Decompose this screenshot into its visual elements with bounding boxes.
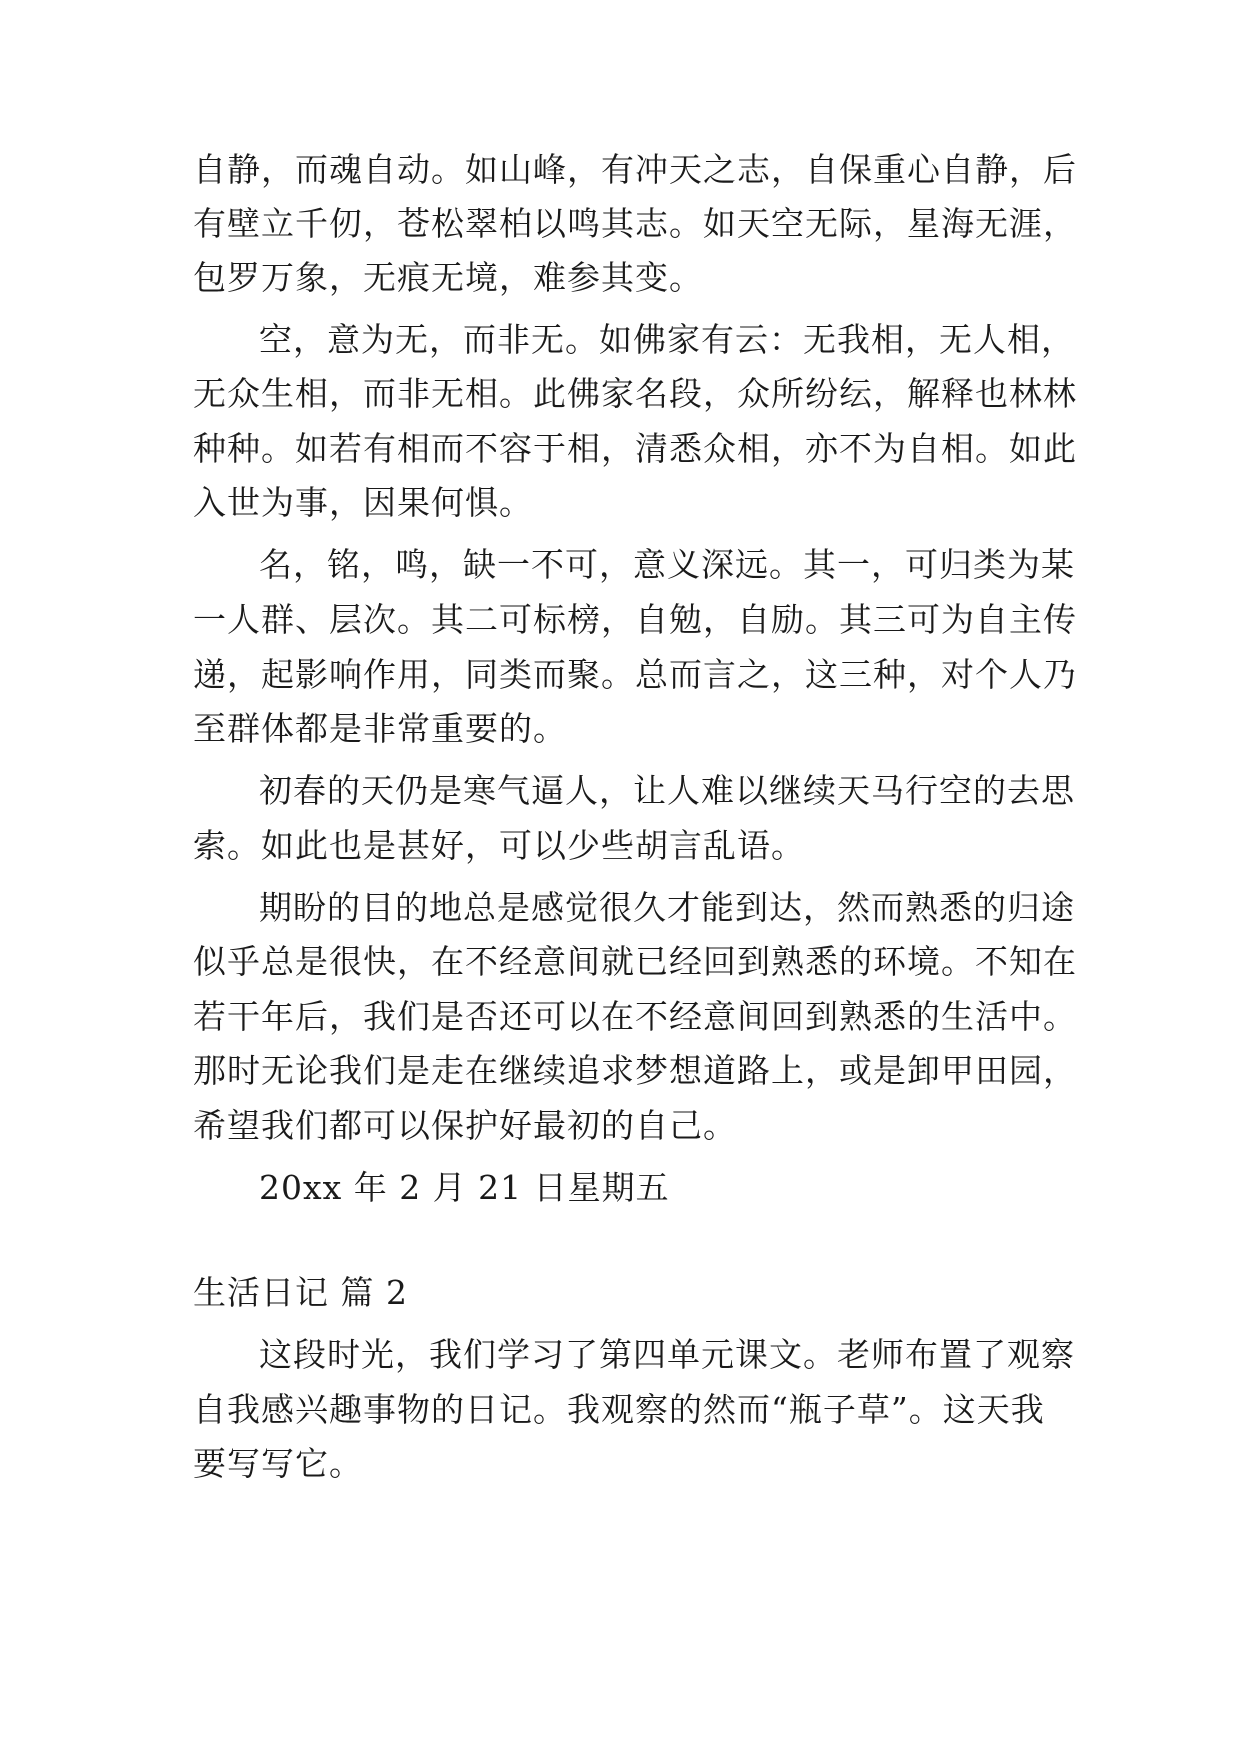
paragraph-line: 一人群、层次。其二可标榜，自勉，自励。其三可为自主传 <box>193 600 1077 639</box>
paragraph-line: 无众生相，而非无相。此佛家名段，众所纷纭，解释也林林 <box>193 374 1077 413</box>
paragraph-line: 那时无论我们是走在继续追求梦想道路上，或是卸甲田园， <box>193 1051 1077 1090</box>
paragraph-line: 若干年后，我们是否还可以在不经意间回到熟悉的生活中。 <box>193 997 1077 1036</box>
paragraph-line: 自静，而魂自动。如山峰，有冲天之志，自保重心自静，后 <box>193 150 1077 189</box>
paragraph-line: 名，铭，鸣，缺一不可，意义深远。其一，可归类为某 <box>259 545 1075 584</box>
paragraph-line: 要写写它。 <box>193 1444 363 1483</box>
paragraph-line: 初春的天仍是寒气逼人，让人难以继续天马行空的去思 <box>259 771 1075 810</box>
paragraph-line: 包罗万象，无痕无境，难参其变。 <box>193 258 703 297</box>
paragraph-line: 似乎总是很快，在不经意间就已经回到熟悉的环境。不知在 <box>193 942 1077 981</box>
paragraph-line: 至群体都是非常重要的。 <box>193 709 567 748</box>
paragraph-line: 索。如此也是甚好，可以少些胡言乱语。 <box>193 826 805 865</box>
paragraph-line: 入世为事，因果何惧。 <box>193 483 533 522</box>
paragraph-line: 空，意为无，而非无。如佛家有云：无我相，无人相， <box>259 320 1075 359</box>
paragraph-line: 这段时光，我们学习了第四单元课文。老师布置了观察 <box>259 1335 1075 1374</box>
paragraph-line: 期盼的目的地总是感觉很久才能到达，然而熟悉的归途 <box>259 888 1075 927</box>
entry-date: 20xx 年 2 月 21 日星期五 <box>259 1168 670 1207</box>
paragraph-line: 种种。如若有相而不容于相，清悉众相，亦不为自相。如此 <box>193 429 1077 468</box>
paragraph-line: 有壁立千仞，苍松翠柏以鸣其志。如天空无际，星海无涯， <box>193 204 1077 243</box>
paragraph-line: 自我感兴趣事物的日记。我观察的然而“瓶子草”。这天我 <box>193 1390 1045 1429</box>
paragraph-line: 递，起影响作用，同类而聚。总而言之，这三种，对个人乃 <box>193 655 1077 694</box>
section-heading: 生活日记 篇 2 <box>193 1273 408 1312</box>
paragraph-line: 希望我们都可以保护好最初的自己。 <box>193 1106 737 1145</box>
